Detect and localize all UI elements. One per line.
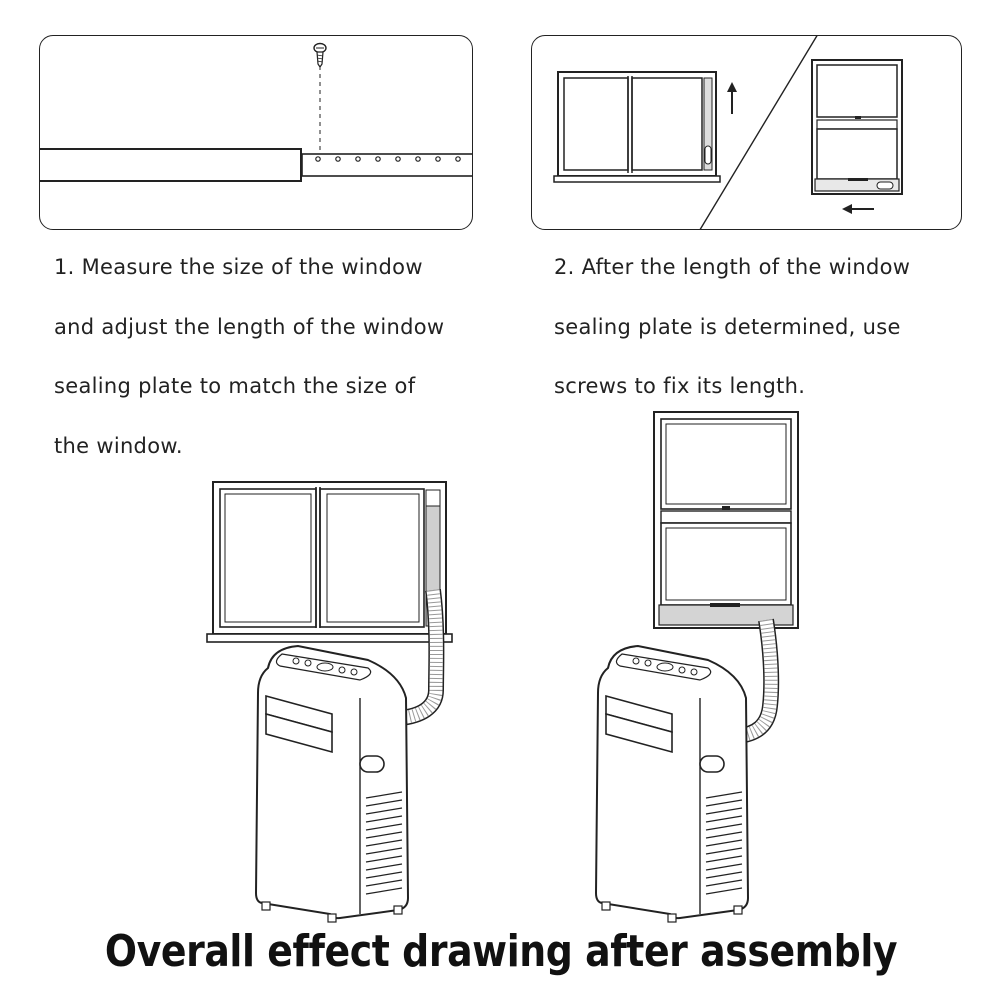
assembly-hung-window [560, 408, 820, 923]
sliding-window-installed [207, 482, 452, 642]
window-types-diagram [532, 36, 962, 230]
step-2-illustration-panel [531, 35, 962, 230]
portable-air-conditioner [596, 646, 748, 922]
hung-window-installed [654, 412, 798, 628]
arrow-up-icon [727, 82, 737, 114]
footer-title: Overall effect drawing after assembly [104, 926, 898, 977]
outer-sealing-plate [40, 149, 301, 181]
step-2-instructions [554, 238, 974, 417]
step-1-illustration-panel [39, 35, 473, 230]
step-1-line-4: the window. [54, 433, 183, 458]
hung-window [812, 60, 902, 194]
inner-sealing-plate [302, 154, 473, 176]
step-1-line-3: sealing plate to match the size of [54, 374, 416, 398]
step-1-instructions [54, 238, 494, 476]
portable-air-conditioner [256, 646, 408, 922]
step-2-line-3: screws to fix its length. [554, 374, 806, 398]
sliding-window [554, 72, 720, 182]
step-2-line-1: 2. After the length of the window [554, 255, 911, 279]
step-2-line-2: sealing plate is determined, use [554, 314, 901, 339]
assembly-sliding-window [200, 478, 460, 923]
arrow-left-icon [842, 204, 874, 214]
screw-icon [314, 44, 326, 68]
sealing-plate-diagram [40, 36, 473, 230]
step-1-line-1: 1. Measure the size of the window [54, 255, 423, 279]
step-1-line-2: and adjust the length of the window [54, 314, 445, 339]
